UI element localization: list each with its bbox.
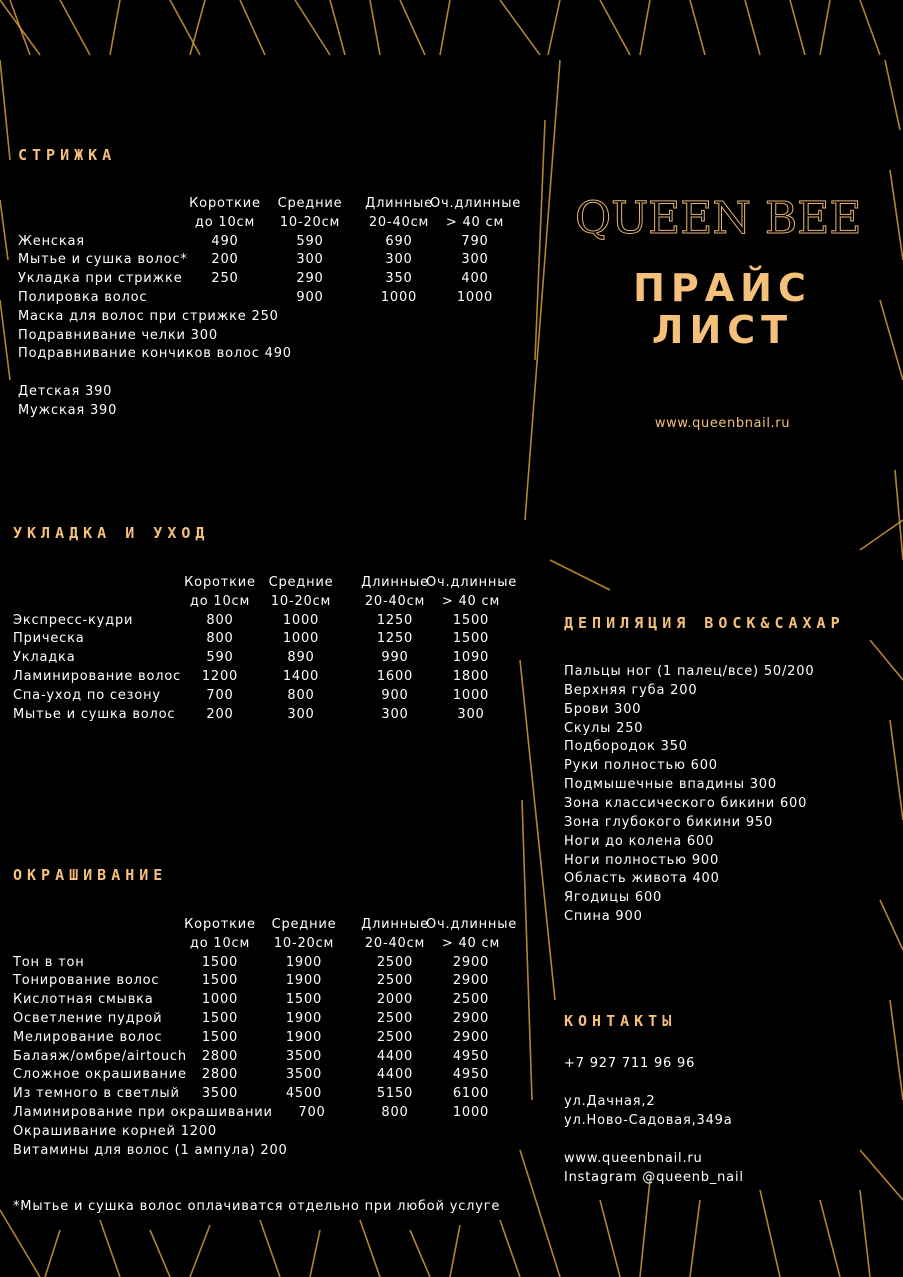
service-name: Кислотная смывка [13,992,154,1008]
gold-line [0,60,10,160]
price-cell: 1500 [201,1029,239,1045]
price-cell: 1500 [201,1011,239,1026]
gold-line [450,1225,460,1277]
brand-logo: QUEEN BEE [575,193,862,244]
depilation-item: Ноги до колена 600 [564,833,715,849]
contact-website[interactable]: www.queenbnail.ru [564,1151,703,1166]
gold-line [360,1220,380,1277]
table-row [13,687,533,706]
gold-line [550,560,610,590]
price-cell: 590 [296,233,324,249]
contact-phone[interactable]: +7 927 711 96 96 [564,1056,696,1071]
gold-line [520,1150,560,1277]
price-cell: 2500 [376,1029,414,1045]
price-cell: 2900 [452,954,490,970]
price-cell: 1900 [285,1011,323,1026]
contact-instagram[interactable]: Instagram @queenb_nail [564,1170,744,1185]
column-header: > 40 см [441,935,501,951]
service-name: Осветление пудрой [13,1011,163,1026]
table-row [13,612,533,631]
gold-line [885,60,900,130]
price-cell: 2500 [452,992,490,1008]
extra-service-line: Маска для волос при стрижке 250 [18,308,279,324]
depilation-item: Зона классического бикини 600 [564,795,808,811]
column-header: Средние [271,917,337,932]
service-name: Ламинирование при окрашивании [13,1105,273,1120]
service-name: Тон в тон [13,954,85,970]
price-cell: 800 [206,612,234,628]
gold-line [170,0,200,55]
table-row [13,1010,533,1029]
service-name: Балаяж/омбре/airtouch [13,1048,187,1064]
price-cell: 1090 [452,650,490,666]
price-cell: 300 [296,252,324,268]
price-cell: 2800 [201,1048,239,1064]
price-cell: 5150 [376,1086,414,1102]
coloring-price-table [13,916,533,1166]
gold-line [295,0,330,55]
gold-line [310,1230,320,1277]
service-name: Полировка волос [18,290,148,305]
gold-line [0,1210,40,1277]
price-cell: 3500 [285,1048,323,1064]
table-header-row [18,195,538,214]
column-header: > 40 см [441,593,501,609]
price-cell: 700 [298,1105,326,1120]
column-header: Длинные [365,196,433,211]
styling-section-title: УКЛАДКА И УХОД [13,524,210,542]
depilation-price-list [564,664,884,934]
table-row [13,668,533,687]
haircut-section-title: СТРИЖКА [18,146,117,164]
depilation-item: Подмышечные впадины 300 [564,777,777,793]
gold-line [330,0,345,55]
price-cell: 800 [381,1105,409,1120]
gold-line [640,0,650,55]
gold-line [860,1190,870,1277]
table-row [18,251,538,270]
service-name: Ламинирование волос [13,669,182,684]
gold-line [890,170,903,260]
price-cell: 1900 [285,1029,323,1045]
column-header: 10-20см [270,593,332,609]
price-cell: 4950 [452,1048,490,1064]
price-cell: 3500 [201,1086,239,1102]
price-cell: 3500 [285,1067,323,1083]
price-cell: 2900 [452,1029,490,1045]
price-cell: 1000 [456,290,494,305]
table-row [13,1066,533,1085]
column-header: Средние [277,196,343,211]
price-title-line-1: ПРАЙС [633,266,812,310]
column-header: Оч.длинные [426,575,518,590]
gold-line [890,720,903,820]
column-header: Короткие [189,196,261,211]
column-header: Длинные [361,575,429,590]
table-header-row [18,214,538,233]
column-header: 20-40см [364,593,426,609]
gold-line [190,1225,210,1277]
price-cell: 200 [206,706,234,722]
column-header: 20-40см [368,214,430,230]
price-cell: 400 [461,271,489,287]
depilation-item: Ягодицы 600 [564,890,663,906]
gold-line [260,1220,280,1277]
price-cell: 350 [385,271,413,287]
gold-line [45,1230,60,1277]
gold-line [150,1230,170,1277]
gold-line [410,1230,430,1277]
price-cell: 490 [211,233,239,249]
price-cell: 1000 [282,631,320,647]
depilation-item: Брови 300 [564,701,642,717]
gold-line [0,200,8,260]
gold-line [370,0,380,55]
service-name: Прическа [13,631,85,647]
table-header-row [13,916,533,935]
price-cell: 200 [211,252,239,268]
price-cell: 1500 [201,973,239,989]
price-cell: 1000 [282,612,320,628]
table-row [18,233,538,252]
table-row [13,1029,533,1048]
price-cell: 1500 [452,631,490,647]
column-header: 10-20см [273,935,335,951]
depilation-item: Подбородок 350 [564,739,688,755]
price-cell: 1400 [282,669,320,684]
extra-service-line: Подравнивание кончиков волос 490 [18,346,292,362]
gold-line [860,1150,903,1200]
price-cell: 4500 [285,1086,323,1102]
price-cell: 1000 [380,290,418,305]
price-cell: 1000 [452,1105,490,1120]
price-cell: 790 [461,233,489,249]
table-row [13,972,533,991]
service-name: Тонирование волос [13,973,160,989]
price-cell: 1250 [376,612,414,628]
column-header: Оч.длинные [430,196,522,211]
price-cell: 1200 [201,669,239,684]
price-cell: 2900 [452,973,490,989]
gold-line [745,0,760,55]
column-header: Короткие [184,575,256,590]
gold-line [760,1190,780,1277]
depilation-item: Руки полностью 600 [564,758,718,774]
column-header: 20-40см [364,935,426,951]
column-header: до 10см [194,214,256,230]
column-header: 10-20см [279,214,341,230]
price-cell: 2500 [376,1011,414,1026]
depilation-item: Скулы 250 [564,720,644,736]
table-row [13,1104,533,1123]
contact-address-2: ул.Ново-Садовая,349а [564,1113,733,1128]
table-row [18,270,538,289]
price-cell: 300 [385,252,413,268]
price-cell: 300 [461,252,489,268]
table-row [18,289,538,308]
gold-line [640,1180,650,1277]
gold-line [100,1220,120,1277]
haircut-price-table [18,195,538,425]
price-cell: 800 [206,631,234,647]
price-cell: 300 [457,706,485,722]
price-cell: 4950 [452,1067,490,1083]
price-cell: 700 [206,687,234,703]
table-header-row [13,935,533,954]
price-cell: 2500 [376,954,414,970]
gold-line [240,0,265,55]
price-cell: 4400 [376,1048,414,1064]
price-cell: 1500 [452,612,490,628]
service-name: Сложное окрашивание [13,1067,187,1083]
gold-line [500,0,540,55]
gold-line [600,1200,620,1277]
depilation-item: Область живота 400 [564,871,720,887]
gold-line [820,1200,840,1277]
column-header: Короткие [184,917,256,932]
gold-line [500,1220,520,1277]
depilation-item: Ноги полностью 900 [564,852,720,868]
table-row [13,649,533,668]
service-name: Экспресс-кудри [13,612,134,628]
extra-service-line: Витамины для волос (1 ампула) 200 [13,1142,288,1158]
price-cell: 1600 [376,669,414,684]
depilation-item: Спина 900 [564,909,643,925]
price-cell: 1800 [452,669,490,684]
price-cell: 1250 [376,631,414,647]
gold-line [880,300,903,380]
coloring-section-title: ОКРАШИВАНИЕ [13,866,168,884]
gold-line [400,0,425,55]
gold-line [0,300,10,380]
price-cell: 4400 [376,1067,414,1083]
service-name: Укладка при стрижке [18,271,183,287]
depilation-item: Зона глубокого бикини 950 [564,814,774,830]
price-cell: 1000 [452,687,490,703]
gold-line [690,0,705,55]
service-name: Женская [18,233,85,249]
price-cell: 300 [381,706,409,722]
price-cell: 290 [296,271,324,287]
gold-line [110,0,120,55]
gold-line [890,1000,903,1100]
gold-line [10,0,30,55]
price-cell: 1900 [285,973,323,989]
extra-service-line: Детская 390 [18,384,113,399]
price-cell: 1900 [285,954,323,970]
gold-line [820,0,830,55]
price-cell: 900 [381,687,409,703]
column-header: Оч.длинные [426,917,518,932]
price-cell: 1500 [285,992,323,1008]
footnote: *Мытье и сушка волос оплачиватся отдельно при любой услуге [13,1199,501,1214]
price-cell: 250 [211,271,239,287]
gold-line [860,0,880,55]
price-cell: 2900 [452,1011,490,1026]
service-name: Укладка [13,650,76,666]
service-name: Мытье и сушка волос [13,706,176,722]
service-name: Из темного в светлый [13,1086,180,1102]
price-cell: 890 [287,650,315,666]
gold-line [860,520,903,550]
price-cell: 1000 [201,992,239,1008]
price-cell: 690 [385,233,413,249]
price-title-line-2: ЛИСТ [651,308,794,352]
table-row [13,1085,533,1104]
website-link[interactable]: www.queenbnail.ru [654,416,791,431]
contacts-section-title: КОНТАКТЫ [564,1012,677,1030]
price-cell: 590 [206,650,234,666]
table-row [13,630,533,649]
table-row [13,706,533,725]
contact-address-1: ул.Дачная,2 [564,1094,656,1109]
gold-line [790,0,805,55]
service-name: Мытье и сушка волос* [18,252,188,268]
table-row [13,991,533,1010]
service-name: Мелирование волос [13,1029,163,1045]
gold-line [690,1200,700,1277]
gold-line [440,0,450,55]
column-header: > 40 см [445,214,505,230]
gold-line [548,0,560,55]
column-header: Длинные [361,917,429,932]
extra-service-line: Мужская 390 [18,402,118,418]
gold-line [60,0,90,55]
column-header: до 10см [189,935,251,951]
extra-service-line: Окрашивание корней 1200 [13,1123,217,1139]
extra-service-line: Подравнивание челки 300 [18,327,218,343]
service-name: Спа-уход по сезону [13,687,161,703]
price-cell: 6100 [452,1086,490,1102]
table-header-row [13,574,533,593]
price-cell: 900 [296,290,324,305]
styling-price-table [13,574,533,734]
price-cell: 800 [287,687,315,703]
price-cell: 1500 [201,954,239,970]
table-row [13,1048,533,1067]
price-cell: 2500 [376,973,414,989]
price-cell: 990 [381,650,409,666]
extra-service-line [18,364,538,383]
column-header: до 10см [189,593,251,609]
gold-line [190,0,205,55]
gold-line [600,0,630,55]
price-cell: 2000 [376,992,414,1008]
column-header: Средние [268,575,334,590]
price-cell: 300 [287,706,315,722]
depilation-item: Верхняя губа 200 [564,682,698,698]
depilation-item: Пальцы ног (1 палец/все) 50/200 [564,664,815,679]
table-row [13,954,533,973]
price-cell: 2800 [201,1067,239,1083]
gold-line [895,470,903,560]
depilation-section-title: ДЕПИЛЯЦИЯ ВОСК&САХАР [564,614,845,632]
table-header-row [13,593,533,612]
